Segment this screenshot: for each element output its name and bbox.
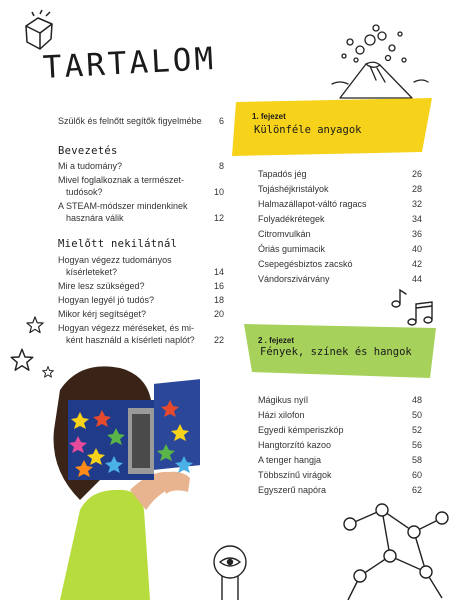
toc-entry[interactable]: Óriás gumimacik [258,244,326,254]
toc-entry[interactable]: Hogyan végezz méréseket, és mi- [58,323,195,333]
molecule-doodle-icon [330,496,456,600]
toc-entry[interactable]: Mivel foglalkoznak a természet- [58,175,185,185]
toc-entry[interactable]: Házi xilofon [258,410,305,420]
toc-entry-page: 60 [411,470,422,480]
chapter-1-label: 1. fejezet [252,112,286,121]
toc-entry[interactable]: Tojáshéjkristályok [258,184,329,194]
toc-entry-page: 56 [411,440,422,450]
toc-entry[interactable]: Többszínű virágok [258,470,332,480]
toc-entry[interactable]: A STEAM-módszer mindenkinek [58,201,188,211]
page-title: TARTALOM [42,40,217,86]
toc-entry[interactable]: Tapadós jég [258,169,307,179]
toc-entry-page: 48 [411,395,422,405]
toc-entry-page: 22 [213,335,224,345]
star-doodle-icon [26,316,44,334]
toc-entry[interactable]: Hogyan legyél jó tudós? [58,295,155,305]
toc-entry-page: 16 [213,281,224,291]
chapter-1-title[interactable]: Különféle anyagok [254,124,362,136]
toc-entry-page: 50 [411,410,422,420]
toc-entry-page: 36 [411,229,422,239]
toc-entry-page: 18 [213,295,224,305]
chapter-2-label: 2 . fejezet [258,336,295,345]
toc-entry-page: 12 [213,213,224,223]
eye-periscope-doodle-icon [208,540,252,600]
toc-entry-page: 14 [213,267,224,277]
toc-entry[interactable]: Egyszerű napóra [258,485,327,495]
toc-entry-page: 44 [411,274,422,284]
toc-entry[interactable]: Csepegésbiztos zacskó [258,259,353,269]
toc-entry[interactable]: A tenger hangja [258,455,322,465]
toc-entry-page: 10 [213,187,224,197]
toc-entry-page: 58 [411,455,422,465]
toc-entry[interactable]: Folyadékrétegek [258,214,325,224]
section-heading-mielott-nekilatnal: Mielőtt nekilátnál [58,238,178,250]
toc-entry[interactable]: Egyedi kémperiszkóp [258,425,344,435]
toc-entry[interactable]: Vándorszivárvány [258,274,330,284]
toc-entry[interactable]: Mire lesz szükséged? [58,281,145,291]
cube-doodle-icon [18,8,58,52]
toc-entry-continuation[interactable]: hasznára válik [66,213,124,223]
toc-entry-page: 20 [213,309,224,319]
toc-entry-continuation[interactable]: kísérleteket? [66,267,118,277]
toc-entry[interactable]: Mágikus nyíl [258,395,309,405]
toc-entry[interactable]: Hangtorzító kazoo [258,440,332,450]
toc-entry-page: 26 [411,169,422,179]
toc-entry-page: 62 [411,485,422,495]
toc-entry-page: 52 [411,425,422,435]
toc-entry-page: 40 [411,244,422,254]
toc-entry-intro-page: 6 [218,116,224,126]
toc-entry[interactable]: Mi a tudomány? [58,161,123,171]
chapter-2-title[interactable]: Fények, színek és hangok [260,346,412,358]
child-with-periscope-illustration [20,360,230,600]
toc-entry-page: 8 [218,161,224,171]
toc-entry[interactable]: Hogyan végezz tudományos [58,255,172,265]
toc-entry-intro[interactable]: Szülők és felnőtt segítők figyelmébe [58,116,202,126]
toc-entry[interactable]: Citromvulkán [258,229,311,239]
toc-entry-page: 34 [411,214,422,224]
toc-entry-continuation[interactable]: ként használd a kísérleti naplót? [66,335,195,345]
toc-entry-page: 28 [411,184,422,194]
toc-entry[interactable]: Mikor kérj segítséget? [58,309,147,319]
toc-entry-page: 32 [411,199,422,209]
section-heading-bevezetes: Bevezetés [58,145,118,157]
toc-entry[interactable]: Halmazállapot-váltó ragacs [258,199,367,209]
toc-entry-continuation[interactable]: tudósok? [66,187,103,197]
toc-entry-page: 42 [411,259,422,269]
